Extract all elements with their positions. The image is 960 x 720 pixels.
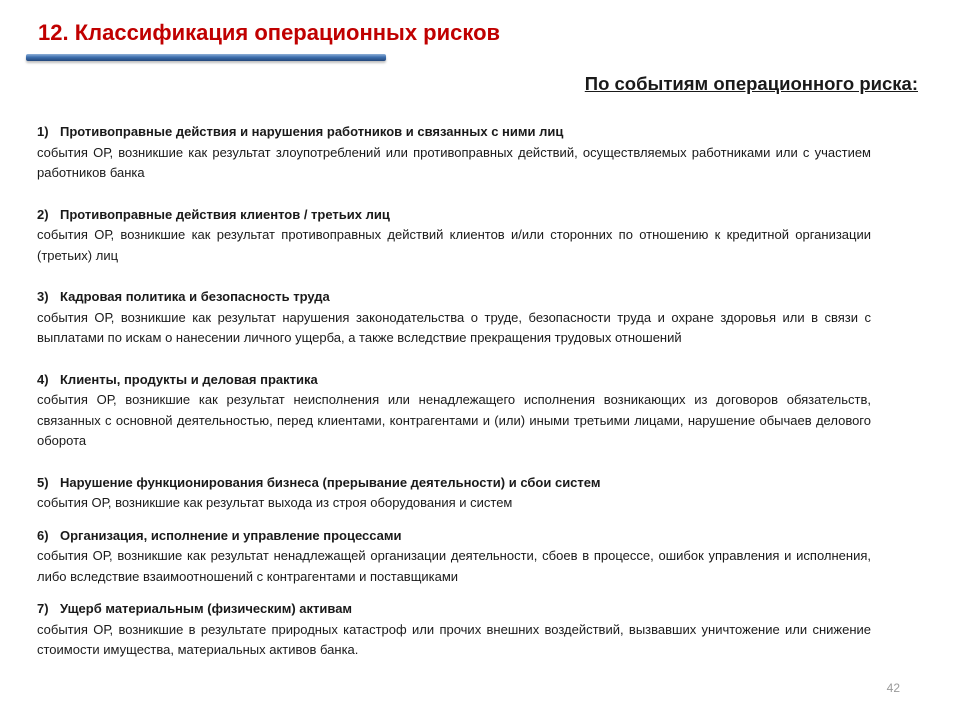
risk-number: 1) — [37, 124, 49, 139]
risk-heading — [37, 473, 871, 494]
risk-heading — [37, 122, 871, 143]
risk-description: события ОР, возникшие как результат злоупотреблений или противоправных действий, осуществляемых работниками или с участием работников банка — [37, 144, 871, 180]
risk-heading — [37, 287, 871, 308]
risk-item — [37, 526, 871, 588]
risk-heading-text: Ущерб материальным (физическим) активам — [60, 601, 353, 616]
risk-heading-text: Противоправные действия и нарушения работников и связанных с ними лиц — [60, 124, 564, 139]
risk-description: события ОР, возникшие как результат ненадлежащей организации деятельности, сбоев в процессе, ошибок управления и исполнения, либо вследствие взаимоотношений с контрагентами и поставщиками — [37, 548, 871, 584]
risk-item — [37, 599, 871, 661]
section-subtitle: По событиям операционного риска: — [584, 73, 918, 94]
risk-heading-text: Противоправные действия клиентов / третьих лиц — [60, 206, 390, 222]
risk-item — [37, 122, 871, 184]
risk-number: 7) — [37, 601, 49, 616]
risk-number: 6) — [37, 527, 49, 543]
risk-heading — [37, 599, 871, 620]
risk-heading — [37, 205, 871, 226]
risk-description: события ОР, возникшие как результат выхода из строя оборудования и систем — [37, 495, 513, 510]
risk-item — [37, 287, 871, 349]
risk-heading-text: Нарушение функционирования бизнеса (прерывание деятельности) и сбои систем — [60, 474, 601, 490]
risk-description: события ОР, возникшие как результат нарушения законодательства о труде, безопасности труда и охране здоровья или в связи с выплатами по искам о нанесении личного ущерба, а также вследствие прекращения трудовых отношений — [37, 309, 871, 345]
risk-item — [37, 205, 871, 267]
risk-heading-text: Организация, исполнение и управление процессами — [60, 527, 402, 543]
risk-heading-text: Клиенты, продукты и деловая практика — [60, 371, 318, 387]
risk-description: события ОР, возникшие как результат противоправных действий клиентов и/или сторонних по отношению к кредитной организации (третьих) лиц — [37, 227, 871, 263]
risk-number: 5) — [37, 474, 49, 490]
slide-title: 12. Классификация операционных рисков — [38, 20, 501, 45]
page-number: 42 — [886, 681, 900, 695]
risk-category-list — [37, 122, 871, 661]
risk-heading — [37, 526, 871, 547]
risk-number: 4) — [37, 371, 49, 387]
title-underline-bar — [26, 54, 386, 61]
risk-description: события ОР, возникшие в результате природных катастроф или прочих внешних воздействий, вызвавших уничтожение или снижение стоимости имущества, материальных активов банка. — [37, 621, 871, 657]
risk-heading — [37, 370, 871, 391]
risk-description: события ОР, возникшие как результат неисполнения или ненадлежащего исполнения возникающих из договоров обязательств, связанных с основной деятельностью, перед клиентами, контрагентами и (или) иными третьими лицами, нарушение обычаев делового оборота — [37, 392, 871, 448]
risk-item — [37, 370, 871, 452]
risk-number: 3) — [37, 289, 49, 304]
risk-item — [37, 473, 871, 514]
risk-heading-text: Кадровая политика и безопасность труда — [60, 289, 330, 304]
risk-number: 2) — [37, 206, 49, 222]
